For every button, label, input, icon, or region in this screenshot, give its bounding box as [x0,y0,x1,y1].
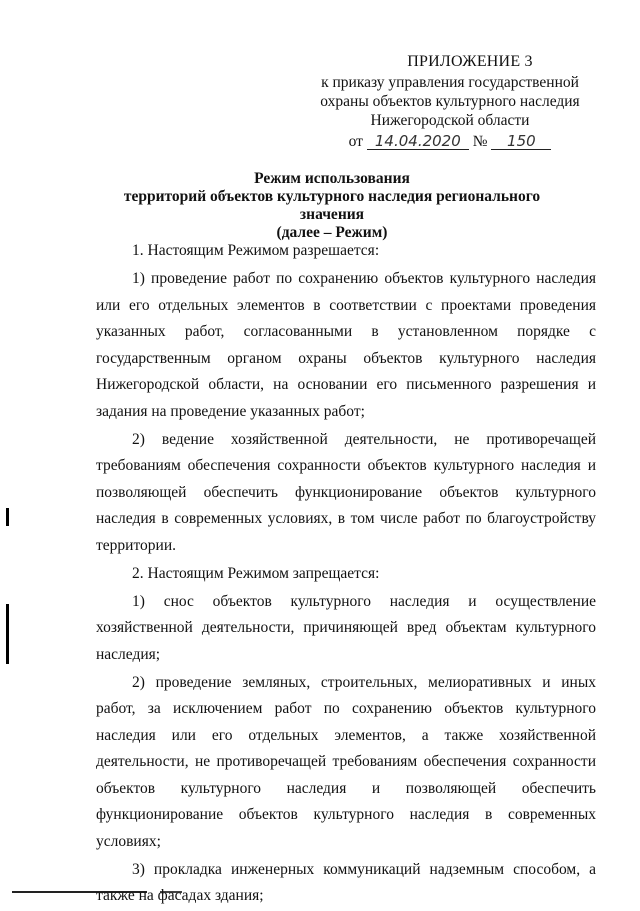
scan-margin-mark [6,508,9,526]
paragraph: 1) снос объектов культурного наследия и осуществление хозяйственной деятельности, причиняющей вред объектам культурного наследия; [96,592,596,663]
scan-margin-mark [6,604,9,664]
paragraph: 3) прокладка инженерных коммуникаций надземным способом, а также на фасадах здания; [96,860,596,904]
paragraph: 2) ведение хозяйственной деятельности, не противоречащей требованиям обеспечения сохранности объектов культурного наследия и позволяющей обеспечить функционирование объектов культурного наследия в современных условиях, в том числе работ по благоустройству территории. [96,430,596,554]
header-line: Нижегородской области [370,112,530,129]
handwritten-date: 14.04.2020 [367,134,469,150]
document-body [96,238,596,911]
header-line: к приказу управления государственной [321,74,579,91]
title-line: территорий объектов культурного наследия регионального значения [123,188,541,223]
number-label: № [472,133,488,150]
header-line: охраны объектов культурного наследия [320,93,580,110]
paragraph: 2) проведение земляных, строительных, мелиоративных и иных работ, за исключением работ по сохранению объектов культурного наследия или его отдельных элементов, а также хозяйственной деятельности, не противоречащей требованиям обеспечения сохранности объектов культурного наследия и позволяющей обеспечить функционирование объектов культурного наследия в современных условиях; [96,673,596,850]
title-line: (далее – Режим) [276,224,388,241]
paragraph: 2. Настоящим Режимом запрещается: [132,564,380,582]
title-line: Режим использования [254,170,410,187]
paragraph: 1) проведение работ по сохранению объектов культурного наследия или его отдельных элементов в соответствии с проектами проведения указанных работ, согласованными в установленном порядке с государственным органом охраны объектов культурного наследия Нижегородской области, на основании его письменного разрешения и задания на проведение указанных работ; [96,270,596,420]
appendix-title: ПРИЛОЖЕНИЕ 3 [407,53,533,70]
appendix-header [300,52,600,151]
order-date-number-line [300,132,600,151]
handwritten-number: 150 [491,134,551,150]
document-title [92,170,572,242]
paragraph: 1. Настоящим Режимом разрешается: [132,242,380,259]
from-label: от [348,133,363,150]
